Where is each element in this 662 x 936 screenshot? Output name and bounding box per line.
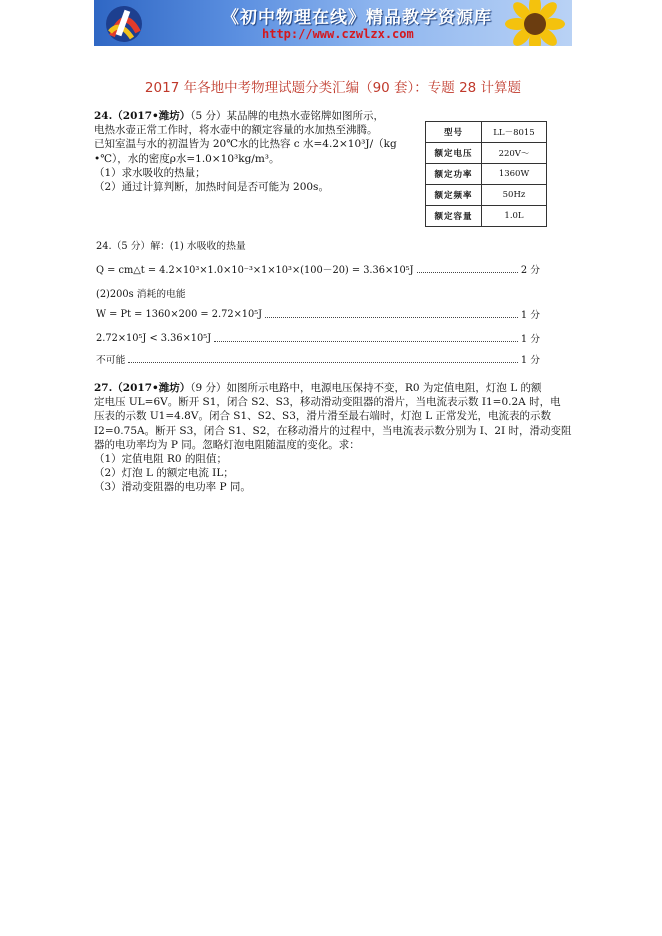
banner-title: 《初中物理在线》精品教学资源库 xyxy=(222,8,492,28)
spec-label: 额定频率 xyxy=(426,185,482,206)
spec-value: 220V～ xyxy=(482,143,547,164)
question-24-source: （2017•潍坊） xyxy=(112,110,191,122)
solution-line xyxy=(96,331,540,345)
question-24-subquestion: （2）通过计算判断，加热时间是否可能为 200s。 xyxy=(94,181,329,194)
question-27-line: 器的电功率均为 P 同。忽略灯泡电阻随温度的变化。求： xyxy=(94,438,360,451)
spec-value: 1.0L xyxy=(482,206,547,227)
question-24 xyxy=(94,109,397,194)
solution-line xyxy=(96,238,540,252)
dot-leader xyxy=(265,316,518,318)
question-27-line xyxy=(94,381,572,395)
question-27-line: 定电压 UL=6V。断开 S1，闭合 S2、S3，移动滑动变阻器的滑片，当电流表示数 I1=0.2A 时，电 xyxy=(94,396,561,409)
question-24-line: 已知室温与水的初温皆为 20℃水的比热容 c 水=4.2×10³J/（kg xyxy=(94,138,397,151)
question-24-line xyxy=(94,109,397,123)
spec-label: 额定功率 xyxy=(426,164,482,185)
solution-text: 不可能 xyxy=(96,355,126,366)
question-27-subquestion: （2）灯泡 L 的额定电流 IL； xyxy=(94,467,234,480)
solution-line xyxy=(96,286,540,300)
question-24-text: （5 分）某品牌的电热水壶铭牌如图所示， xyxy=(190,110,384,122)
dot-leader xyxy=(214,340,518,342)
solution-text: W = Pt = 1360×200 = 2.72×10⁵J xyxy=(96,308,263,320)
solution-line xyxy=(96,307,540,321)
dot-leader xyxy=(417,271,518,273)
question-27-number: 27. xyxy=(94,382,113,394)
question-27-line: 压表的示数 U1=4.8V。闭合 S1、S2、S3，滑片滑至最右端时，灯泡 L 正常发光，电流表的示数 xyxy=(94,410,552,423)
solution-line xyxy=(96,262,540,276)
table-row xyxy=(426,206,547,227)
spec-value: LL－8015 xyxy=(482,122,547,143)
spec-value: 1360W xyxy=(482,164,547,185)
score-mark: 1 分 xyxy=(520,310,540,321)
table-row xyxy=(426,143,547,164)
question-24-line: •℃），水的密度ρ水=1.0×10³kg/m³。 xyxy=(94,152,280,165)
spec-value: 50Hz xyxy=(482,185,547,206)
solution-text: 2.72×10⁵J < 3.36×10⁵J xyxy=(96,332,212,344)
document-title: 2017 年各地中考物理试题分类汇编（90 套）：专题 28 计算题 xyxy=(144,80,522,96)
sunflower-icon xyxy=(502,0,568,46)
solution-text: 24.（5 分）解：(1) 水吸收的热量 xyxy=(96,241,246,252)
question-27-line: I2=0.75A。断开 S3，闭合 S1、S2，在移动滑片的过程中，当电流表示数分别为 I、2I 时，滑动变阻 xyxy=(94,424,572,437)
site-logo-icon xyxy=(102,2,146,44)
kettle-nameplate-table xyxy=(425,121,547,227)
question-27-text: （9 分）如图所示电路中，电源电压保持不变，R0 为定值电阻，灯泡 L 的额 xyxy=(190,382,542,394)
question-27-subquestion: （3）滑动变阻器的电功率 P 同。 xyxy=(94,481,251,494)
dot-leader xyxy=(128,361,517,363)
spec-label: 额定电压 xyxy=(426,143,482,164)
score-mark: 2 分 xyxy=(520,265,540,276)
question-27 xyxy=(94,381,572,495)
table-row xyxy=(426,164,547,185)
question-27-subquestion: （1）定值电阻 R0 的阻值； xyxy=(94,453,227,466)
banner-url[interactable]: http://www.czwlzx.com xyxy=(262,27,414,41)
solution-text: Q = cm△t = 4.2×10³×1.0×10⁻³×1×10³×(100－20) = 3.36×10⁵J xyxy=(96,265,414,276)
question-24-subquestion: （1）求水吸收的热量； xyxy=(94,166,206,179)
question-24-number: 24. xyxy=(94,110,113,122)
solution-line xyxy=(96,352,540,366)
score-mark: 1 分 xyxy=(520,355,540,366)
solution-text: (2)200s 消耗的电能 xyxy=(96,289,186,300)
spec-label: 额定容量 xyxy=(426,206,482,227)
spec-label: 型号 xyxy=(426,122,482,143)
score-mark: 1 分 xyxy=(520,334,540,345)
question-27-source: （2017•潍坊） xyxy=(112,382,191,394)
question-24-line: 电热水壶正常工作时，将水壶中的额定容量的水加热至沸腾。 xyxy=(94,124,378,137)
table-row xyxy=(426,185,547,206)
header-banner xyxy=(94,0,572,46)
table-row xyxy=(426,122,547,143)
